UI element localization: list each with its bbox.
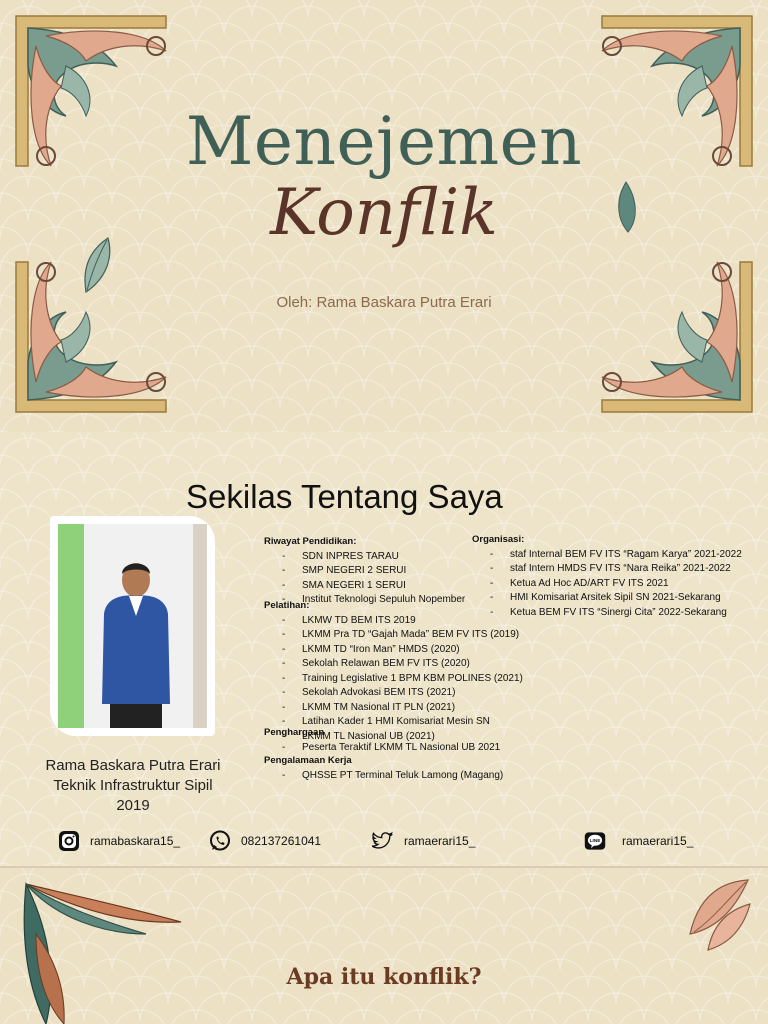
list-item: - SMP NEGERI 2 SERUI xyxy=(264,564,465,579)
leaf-cluster-icon xyxy=(6,874,186,1024)
person-figure xyxy=(96,554,176,728)
awards-list xyxy=(264,741,500,756)
training-heading: Pelatihan: xyxy=(264,600,310,611)
education-section xyxy=(264,535,465,608)
list-item: - SDN INPRES TARAU xyxy=(264,550,465,565)
work-list xyxy=(264,769,503,784)
twitter-icon xyxy=(372,830,394,852)
svg-text:LINE: LINE xyxy=(589,838,601,844)
awards-section xyxy=(264,726,500,755)
whatsapp-number: 082137261041 xyxy=(241,834,322,848)
awards-heading: Penghargaan xyxy=(264,727,325,738)
list-item: - Ketua Ad Hoc AD/ART FV ITS 2021 xyxy=(472,577,742,592)
list-item: - Peserta Teraktif LKMM TL Nasional UB 2021 xyxy=(264,741,500,756)
profile-major: Teknik Infrastruktur Sipil xyxy=(53,777,213,794)
work-heading: Pengalamaan Kerja xyxy=(264,755,352,766)
author-byline: Oleh: Rama Baskara Putra Erari xyxy=(276,294,492,311)
list-item: - LKMM TM Nasional IT PLN (2021) xyxy=(264,701,523,716)
organization-section xyxy=(472,533,742,620)
list-item: - Ketua BEM FV ITS “Sinergi Cita” 2022-Sekarang xyxy=(472,606,742,621)
list-item: - LKMM TL Nasional UB (2021) xyxy=(264,730,523,745)
social-twitter[interactable] xyxy=(372,830,475,852)
list-item: - SMA NEGERI 1 SERUI xyxy=(264,579,465,594)
leaf-cluster-icon xyxy=(678,874,758,954)
profile-photo xyxy=(58,524,207,728)
list-item: - staf Internal BEM FV ITS “Ragam Karya” 2021-2022 xyxy=(472,548,742,563)
training-section xyxy=(264,599,523,744)
training-list xyxy=(264,614,523,745)
list-item: - QHSSE PT Terminal Teluk Lamong (Magang) xyxy=(264,769,503,784)
profile-year: 2019 xyxy=(116,797,150,814)
list-item: - Training Legislative 1 BPM KBM POLINES (2021) xyxy=(264,672,523,687)
twitter-handle: ramaerari15_ xyxy=(404,834,476,848)
slide-title-main: Menejemen xyxy=(185,103,583,180)
slide-title: Apa itu konflik? xyxy=(286,964,482,990)
title-slide xyxy=(0,0,768,432)
social-line[interactable] xyxy=(584,830,693,852)
list-item: - Sekolah Relawan BEM FV ITS (2020) xyxy=(264,657,523,672)
profile-name: Rama Baskara Putra Erari xyxy=(45,757,221,774)
intro-slide xyxy=(0,868,768,1024)
instagram-handle: ramabaskara15_ xyxy=(90,834,181,848)
social-whatsapp[interactable] xyxy=(209,830,321,852)
education-heading: Riwayat Pendidikan: xyxy=(264,536,357,547)
list-item: - Latihan Kader 1 HMI Komisariat Mesin SN xyxy=(264,715,523,730)
profile-slide xyxy=(0,432,768,866)
profile-caption xyxy=(18,756,248,816)
list-item: - staf Intern HMDS FV ITS “Nara Reika” 2021-2022 xyxy=(472,562,742,577)
organization-list xyxy=(472,548,742,621)
list-item: - Institut Teknologi Sepuluh Nopember xyxy=(264,593,465,608)
line-icon xyxy=(584,830,606,852)
list-item: - LKMW TD BEM ITS 2019 xyxy=(264,614,523,629)
slide-title: Sekilas Tentang Saya xyxy=(186,478,503,515)
work-section xyxy=(264,754,503,783)
social-instagram[interactable] xyxy=(58,830,180,852)
line-handle: ramaerari15_ xyxy=(622,834,694,848)
list-item: - HMI Komisariat Arsitek Sipil SN 2021-Sekarang xyxy=(472,591,742,606)
list-item: - Sekolah Advokasi BEM ITS (2021) xyxy=(264,686,523,701)
instagram-icon xyxy=(58,830,80,852)
corner-ornament-bottom-right xyxy=(592,252,762,422)
list-item: - LKMM Pra TD “Gajah Mada” BEM FV ITS (2019) xyxy=(264,628,523,643)
whatsapp-icon xyxy=(209,830,231,852)
list-item: - LKMM TD “Iron Man” HMDS (2020) xyxy=(264,643,523,658)
profile-photo-frame xyxy=(50,516,215,736)
slide-title-accent: Konflik xyxy=(270,176,498,250)
organization-heading: Organisasi: xyxy=(472,534,525,545)
